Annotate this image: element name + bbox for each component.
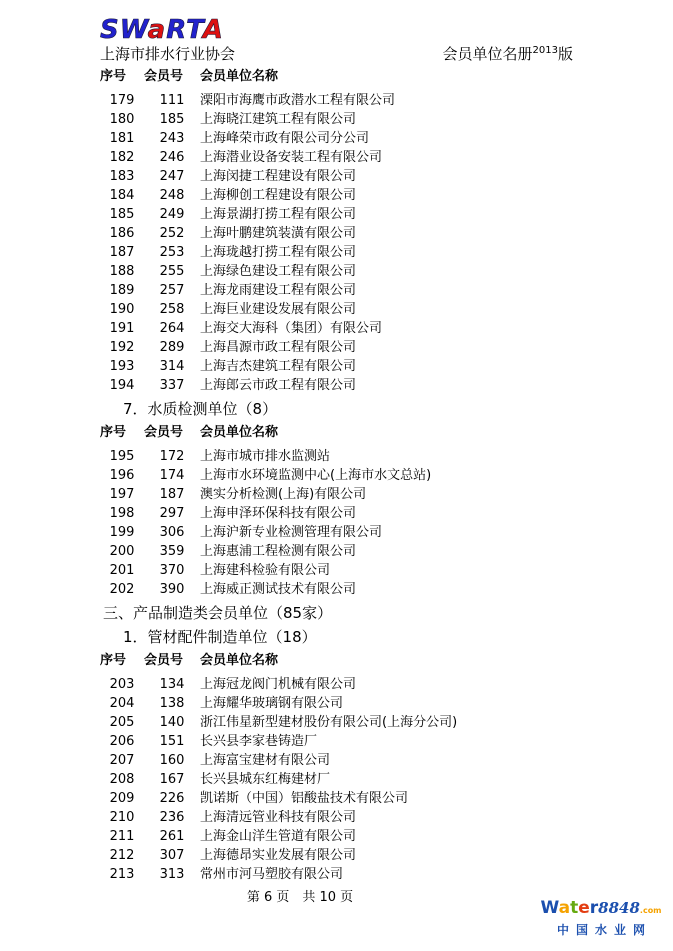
serial-cell: 185 [109,207,135,222]
company-name-cell: 上海富宝建材有限公司 [200,753,331,768]
company-name-cell: 上海景湖打捞工程有限公司 [200,207,357,222]
table-row [100,148,573,167]
serial-cell: 195 [109,449,135,464]
member-no-cell: 246 [159,150,185,165]
table-row [100,504,573,523]
member-no-cell: 314 [159,359,185,374]
company-name-cell: 上海金山洋生管道有限公司 [200,829,357,844]
company-name-cell: 上海柳创工程建设有限公司 [200,188,357,203]
company-name-cell: 上海昌源市政工程有限公司 [200,340,357,355]
member-no-cell: 160 [159,753,185,768]
serial-column-header: 序号 [100,425,127,440]
member-no-cell: 249 [159,207,185,222]
member-no-cell: 297 [159,506,185,521]
serial-cell: 211 [109,829,135,844]
brand-number: 8848 [598,899,640,917]
company-name-cell: 上海交大海科（集团）有限公司 [200,321,383,336]
company-name-cell: 上海珑越打捞工程有限公司 [200,245,357,260]
company-name-cell: 上海建科检验有限公司 [200,563,331,578]
serial-cell: 204 [109,696,135,711]
serial-cell: 206 [109,734,135,749]
serial-cell: 210 [109,810,135,825]
serial-cell: 182 [109,150,135,165]
company-name-cell: 上海潜业设备安装工程有限公司 [200,150,383,165]
water8848-logo [530,891,672,949]
serial-cell: 203 [109,677,135,692]
brand-letter: r [589,898,599,918]
member-no-cell: 261 [159,829,185,844]
table-row [100,523,573,542]
serial-cell: 196 [109,468,135,483]
table-row [100,262,573,281]
table-row [100,205,573,224]
member-no-cell: 138 [159,696,185,711]
company-name-cell: 上海市城市排水监测站 [200,449,331,464]
member-no-cell: 236 [159,810,185,825]
header-left [100,16,235,63]
page-header [100,16,573,63]
company-name-cell: 上海德昂实业发展有限公司 [200,848,357,863]
serial-cell: 199 [109,525,135,540]
member-no-column-header: 会员号 [144,425,184,440]
serial-cell: 200 [109,544,135,559]
company-name-cell: 上海耀华玻璃钢有限公司 [200,696,344,711]
member-no-cell: 307 [159,848,185,863]
serial-cell: 181 [109,131,135,146]
company-name-cell: 溧阳市海鹰市政潜水工程有限公司 [200,93,396,108]
table-header-row [100,651,573,675]
member-no-cell: 306 [159,525,185,540]
company-name-cell: 常州市河马塑胶有限公司 [200,867,344,882]
serial-cell: 201 [109,563,135,578]
table-row [100,846,573,865]
logo-letter: S [100,15,120,45]
serial-cell: 194 [109,378,135,393]
company-name-cell: 上海申泽环保科技有限公司 [200,506,357,521]
serial-cell: 183 [109,169,135,184]
table-row [100,751,573,770]
table-row [100,789,573,808]
serial-cell: 209 [109,791,135,806]
serial-column-header: 序号 [100,69,127,84]
table-row [100,91,573,110]
member-no-cell: 390 [159,582,185,597]
table-row [100,580,573,599]
table-row [100,129,573,148]
table-header-row [100,67,573,91]
company-column-header: 会员单位名称 [200,69,279,84]
serial-cell: 197 [109,487,135,502]
table-row [100,485,573,504]
document-title-text: 会员单位名册 [442,45,533,63]
table-row [100,357,573,376]
member-table-3 [100,651,573,884]
serial-column-header: 序号 [100,653,127,668]
member-no-cell: 185 [159,112,185,127]
member-no-cell: 257 [159,283,185,298]
company-name-cell: 上海龙雨建设工程有限公司 [200,283,357,298]
serial-cell: 202 [109,582,135,597]
member-no-column-header: 会员号 [144,69,184,84]
member-no-cell: 247 [159,169,185,184]
table-row [100,281,573,300]
company-name-cell: 上海冠龙阀门机械有限公司 [200,677,357,692]
table-row [100,770,573,789]
company-name-cell: 上海市水环境监测中心(上海市水文总站) [200,468,432,483]
company-name-cell: 上海吉杰建筑工程有限公司 [200,359,357,374]
table-header-row [100,423,573,447]
table-row [100,338,573,357]
member-no-cell: 258 [159,302,185,317]
member-no-cell: 264 [159,321,185,336]
member-table-1 [100,67,573,395]
company-name-cell: 上海郎云市政工程有限公司 [200,378,357,393]
logo-letter: a [147,15,167,45]
member-no-cell: 313 [159,867,185,882]
company-name-cell: 上海惠浦工程检测有限公司 [200,544,357,559]
member-table-2 [100,423,573,599]
company-name-cell: 上海晓江建筑工程有限公司 [200,112,357,127]
member-no-cell: 134 [159,677,185,692]
member-no-cell: 255 [159,264,185,279]
section-heading-water-quality: 7．水质检测单位（8） [123,400,278,418]
document-title-suffix: 版 [557,45,573,63]
swarta-logo [100,16,235,44]
logo-letter: A [202,15,224,45]
member-no-cell: 167 [159,772,185,787]
table-row [100,827,573,846]
table-row [100,732,573,751]
member-no-cell: 289 [159,340,185,355]
member-no-cell: 151 [159,734,185,749]
brand-letter: W [540,898,559,918]
serial-cell: 190 [109,302,135,317]
table-row [100,447,573,466]
table-row [100,561,573,580]
member-no-cell: 187 [159,487,185,502]
brand-letter: e [578,898,590,918]
member-no-cell: 243 [159,131,185,146]
table-row [100,865,573,884]
company-name-cell: 上海叶鹏建筑装潢有限公司 [200,226,357,241]
company-name-cell: 凯诺斯（中国）铝酸盐技术有限公司 [200,791,409,806]
brand-letter: t [570,898,579,918]
logo-letter: T [186,15,203,45]
page-number-footer: 第 6 页 共 10 页 [246,890,354,905]
serial-cell: 193 [109,359,135,374]
section-heading-manufacturing: 三、产品制造类会员单位（85家） [103,604,333,622]
serial-cell: 189 [109,283,135,298]
member-no-cell: 248 [159,188,185,203]
serial-cell: 188 [109,264,135,279]
member-no-cell: 337 [159,378,185,393]
water8848-tagline: 中国水业网 [556,923,652,937]
company-name-cell: 上海巨业建设发展有限公司 [200,302,357,317]
company-name-cell: 浙江伟星新型建材股份有限公司(上海分公司) [200,715,458,730]
table-row [100,713,573,732]
brand-dotcom: .com [639,906,662,915]
member-no-cell: 226 [159,791,185,806]
company-name-cell: 长兴县城东红梅建材厂 [200,772,331,787]
company-name-cell: 上海峰荣市政有限公司分公司 [200,131,370,146]
serial-cell: 207 [109,753,135,768]
document-title-year: 2013 [532,45,558,56]
table-row [100,300,573,319]
company-column-header: 会员单位名称 [200,425,279,440]
table-row [100,167,573,186]
table-row [100,808,573,827]
company-name-cell: 上海闵捷工程建设有限公司 [200,169,357,184]
table-row [100,466,573,485]
serial-cell: 198 [109,506,135,521]
member-no-cell: 140 [159,715,185,730]
logo-letter: W [119,15,148,45]
member-no-cell: 253 [159,245,185,260]
table-row [100,110,573,129]
table-row [100,243,573,262]
section-heading-pipe-fittings: 1．管材配件制造单位（18） [123,628,317,646]
table-row [100,224,573,243]
serial-cell: 208 [109,772,135,787]
member-no-column-header: 会员号 [144,653,184,668]
table-row [100,675,573,694]
serial-cell: 205 [109,715,135,730]
serial-cell: 213 [109,867,135,882]
logo-letter: R [166,15,187,45]
company-name-cell: 上海威正测试技术有限公司 [200,582,357,597]
serial-cell: 184 [109,188,135,203]
company-name-cell: 澳实分析检测(上海)有限公司 [200,487,367,502]
table-row [100,319,573,338]
serial-cell: 179 [109,93,135,108]
member-no-cell: 172 [159,449,185,464]
company-name-cell: 上海沪新专业检测管理有限公司 [200,525,383,540]
serial-cell: 186 [109,226,135,241]
member-no-cell: 111 [159,93,185,108]
member-no-cell: 359 [159,544,185,559]
brand-letter: a [558,898,571,918]
serial-cell: 192 [109,340,135,355]
company-name-cell: 长兴县李家巷铸造厂 [200,734,318,749]
company-name-cell: 上海绿色建设工程有限公司 [200,264,357,279]
member-no-cell: 370 [159,563,185,578]
company-name-cell: 上海清远管业科技有限公司 [200,810,357,825]
serial-cell: 191 [109,321,135,336]
serial-cell: 187 [109,245,135,260]
table-row [100,694,573,713]
document-title [443,42,573,63]
organization-name: 上海市排水行业协会 [100,45,236,63]
table-row [100,376,573,395]
serial-cell: 180 [109,112,135,127]
member-no-cell: 174 [159,468,185,483]
member-no-cell: 252 [159,226,185,241]
table-row [100,186,573,205]
table-row [100,542,573,561]
company-column-header: 会员单位名称 [200,653,279,668]
water8848-brand [530,898,672,918]
serial-cell: 212 [109,848,135,863]
